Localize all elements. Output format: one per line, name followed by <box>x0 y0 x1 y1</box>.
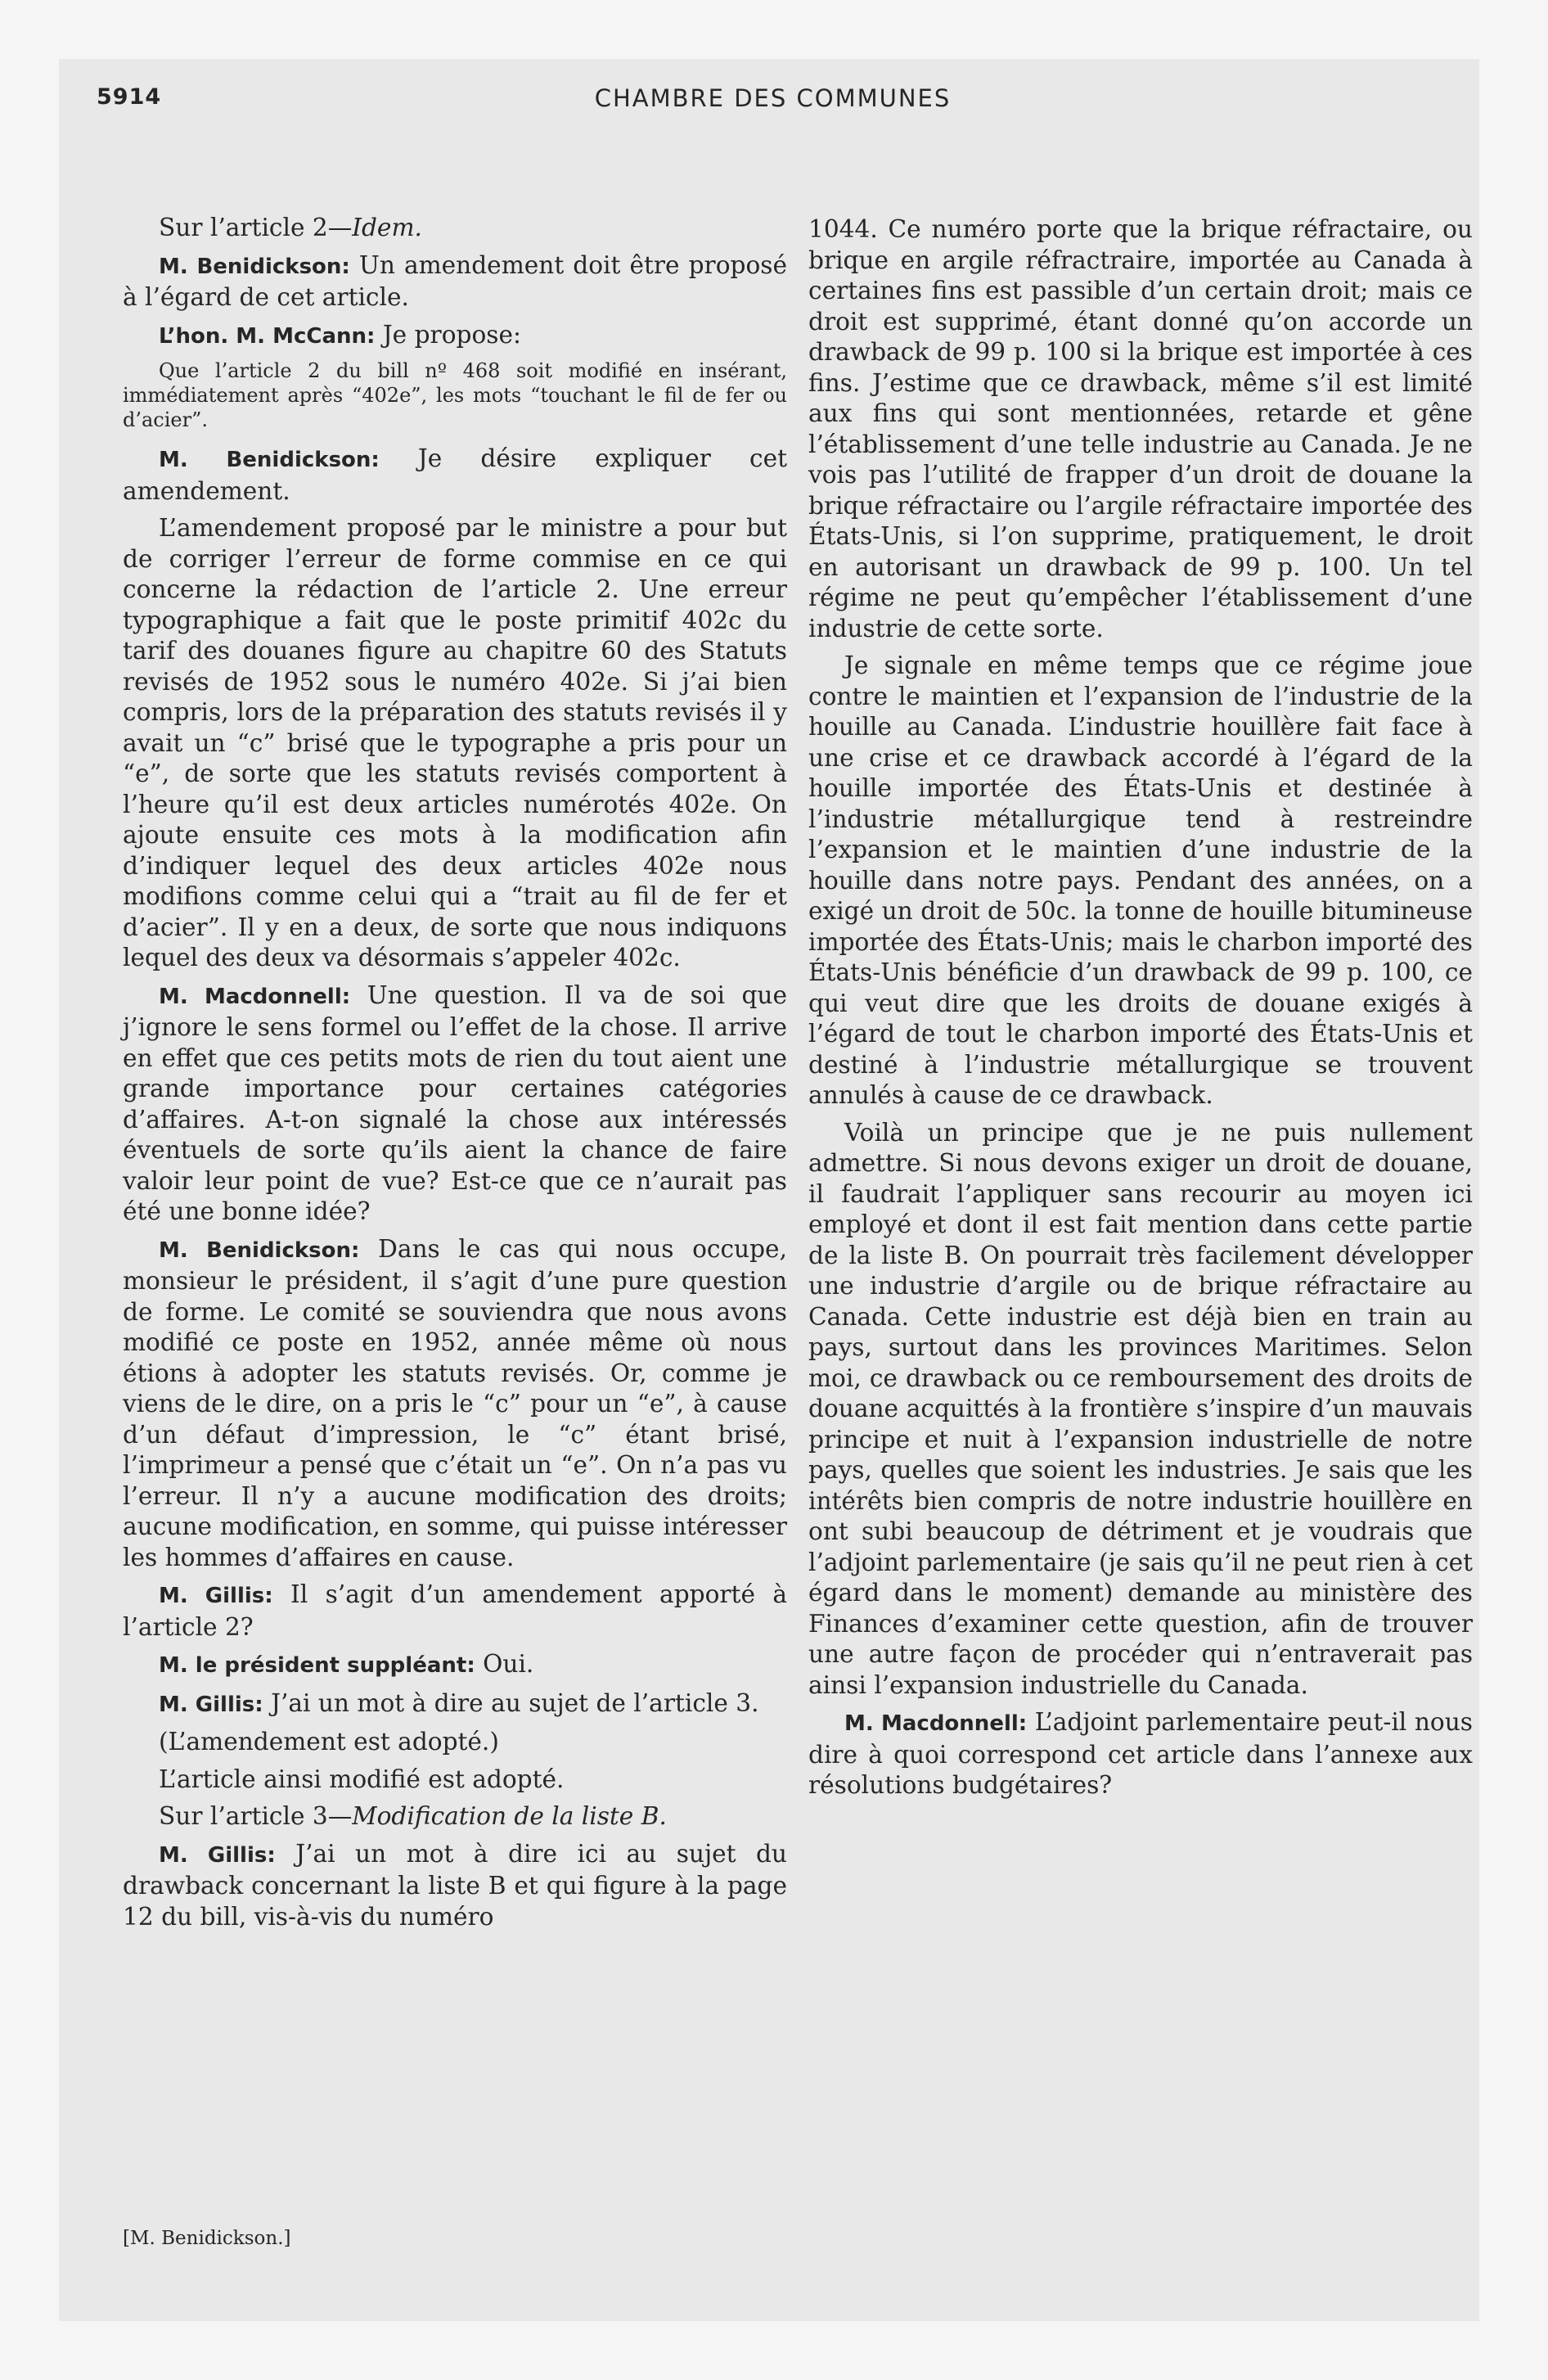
speaker-name: M. Gillis: <box>159 1692 263 1717</box>
speech-paragraph: M. Gillis: J’ai un mot à dire au sujet de l’article 3. <box>159 1688 759 1717</box>
section-heading-article-2: Sur l’article 2—Idem. <box>159 214 422 241</box>
section-heading-article-3: Sur l’article 3—Modification de la liste B. <box>159 1802 667 1830</box>
speech-paragraph: M. Benidickson: Un amendement doit être proposé à l’égard de cet article. <box>123 250 787 311</box>
speech-paragraph: M. Gillis: Il s’agit d’un amendement apporté à l’article 2? <box>123 1580 787 1641</box>
body-paragraph: L’amendement proposé par le ministre a pour but de corriger l’erreur de forme commise en ce qui concerne la rédaction de l’article 2. Une erreur typographique a fait que le poste primitif 402c du tarif des douanes figure au chapitre 60 des Statuts revisés de 1952 sous le numéro 402e. Si j’ai bien compris, lors de la préparation des statuts revisés il y avait un “c” brisé que le typographe a pris pour un “e”, de sorte que les statuts revisés comportent à l’heure qu’il est deux articles numérotés 402e. On ajoute ensuite ces mots à la modification afin d’indiquer lequel des deux articles 402e nous modifions comme celui qui a “trait au fil de fer et d’acier”. Il y en a deux, de sorte que nous indiquons lequel des deux va désormais s’appeler 402c. <box>123 514 787 971</box>
right-column <box>808 214 1473 1808</box>
body-paragraph: 1044. Ce numéro porte que la brique réfractaire, ou brique en argile réfractraire, importée au Canada à certaines fins est passible d’un certain droit; mais ce droit est supprimé, étant donné qu’on accorde un drawback de 99 p. 100 si la brique est importée à ces fins. J’estime que ce drawback, même s’il est limité aux fins qui sont mentionnées, retarde et gêne l’établissement d’une telle industrie au Canada. Je ne vois pas l’utilité de frapper d’un droit de douane la brique réfractaire ou l’argile réfractaire importée des États-Unis, si l’on supprime, pratiquement, le droit en autorisant un drawback de 99 p. 100. Un tel régime ne peut qu’empêcher l’établissement d’une industrie de cette sorte. <box>808 215 1473 642</box>
procedural-note: (L’amendement est adopté.) <box>159 1728 499 1756</box>
page-number: 5914 <box>97 84 162 110</box>
speech-paragraph: M. Gillis: J’ai un mot à dire ici au sujet du drawback concernant la liste B et qui figure à la page 12 du bill, vis-à-vis du numéro <box>123 1839 787 1931</box>
speech-paragraph: M. Benidickson: Je désire expliquer cet amendement. <box>123 444 787 505</box>
speaker-name: M. Macdonnell: <box>159 984 351 1009</box>
speaker-name: M. Benidickson: <box>159 1237 360 1263</box>
speaker-name: M. Macdonnell: <box>844 1711 1028 1736</box>
speech-paragraph: M. Benidickson: Dans le cas qui nous occupe, monsieur le président, il s’agit d’une pure question de forme. Le comité se souviendra que nous avons modifié ce poste en 1952, année même où nous étions à adopter les statuts revisés. Or, comme je viens de le dire, on a pris le “c” pour un “e”, à cause d’un défaut d’impression, le “c” étant brisé, l’imprimeur a pensé que c’était un “e”. On n’a pas vu l’erreur. Il n’y a aucune modification des droits; aucune modification, en somme, qui puisse intéresser les hommes d’affaires en cause. <box>123 1234 787 1571</box>
speech-paragraph: M. Macdonnell: L’adjoint parlementaire peut-il nous dire à quoi correspond cet article dans l’annexe aux résolutions budgétaires? <box>808 1708 1473 1799</box>
left-column <box>123 213 787 1939</box>
motion-quote: Que l’article 2 du bill nº 468 soit modifié en insérant, immédiatement après “402e”, les mots “touchant le fil de fer ou d’acier”. <box>123 359 787 431</box>
body-paragraph: Voilà un principe que je ne puis nullement admettre. Si nous devons exiger un droit de douane, il faudrait l’appliquer sans recourir au moyen ici employé et dont il est fait mention dans cette partie de la liste B. On pourrait très facilement développer une industrie d’argile ou de brique réfractaire au Canada. Cette industrie est déjà bien en train au pays, surtout dans les provinces Maritimes. Selon moi, ce drawback ou ce remboursement des droits de douane acquittés à la frontière s’inspire d’un mauvais principe et nuit à l’expansion industrielle de notre pays, quelles que soient les industries. Je sais que les intérêts bien compris de notre industrie houillère en ont subi beaucoup de détriment et je voudrais que l’adjoint parlementaire (je sais qu’il ne peut rien à cet égard dans le moment) demande au ministère des Finances d’examiner cette question, afin de trouver une autre façon de procéder qui n’entraverait pas ainsi l’expansion industrielle du Canada. <box>808 1118 1473 1699</box>
speaker-name: L’hon. M. McCann: <box>159 323 376 349</box>
speaker-name: M. Gillis: <box>159 1842 276 1868</box>
speaker-name: M. Benidickson: <box>159 254 350 279</box>
speech-paragraph: M. Macdonnell: Une question. Il va de soi que j’ignore le sens formel ou l’effet de la chose. Il arrive en effet que ces petits mots de rien du tout aient une grande importance pour certaines catégories d’affaires. A-t-on signalé la chose aux intéressés éventuels de sorte qu’ils aient la chance de faire valoir leur point de vue? Est-ce que ce n’aurait pas été une bonne idée? <box>123 980 788 1225</box>
page-header <box>97 84 1449 120</box>
speech-paragraph: L’hon. M. McCann: Je propose: <box>159 320 521 349</box>
body-paragraph: Je signale en même temps que ce régime joue contre le maintien et l’expansion de l’industrie de la houille au Canada. L’industrie houillère fait face à une crise et ce drawback accordé à l’égard de la houille importée des États-Unis et destinée à l’industrie métallurgique tend à restreindre l’expansion et le maintien d’une industrie de la houille dans notre pays. Pendant des années, on a exigé un droit de 50c. la tonne de houille bitumineuse importée des États-Unis; mais le charbon importé des États-Unis bénéficie d’un drawback de 99 p. 100, ce qui veut dire que les droits de douane exigés à l’égard de tout le charbon importé des États-Unis et destiné à l’industrie métallurgique se trouvent annulés à cause de ce drawback. <box>808 651 1473 1109</box>
speaker-footer-note: [M. Benidickson.] <box>123 2228 291 2249</box>
speaker-name: M. Benidickson: <box>159 448 380 472</box>
running-title: CHAMBRE DES COMMUNES <box>594 84 952 112</box>
speaker-name: M. Gillis: <box>159 1584 273 1608</box>
speaker-name: M. le président suppléant: <box>159 1653 475 1678</box>
speech-paragraph: M. le président suppléant: Oui. <box>159 1650 534 1678</box>
procedural-note: L’article ainsi modifié est adopté. <box>159 1765 565 1793</box>
